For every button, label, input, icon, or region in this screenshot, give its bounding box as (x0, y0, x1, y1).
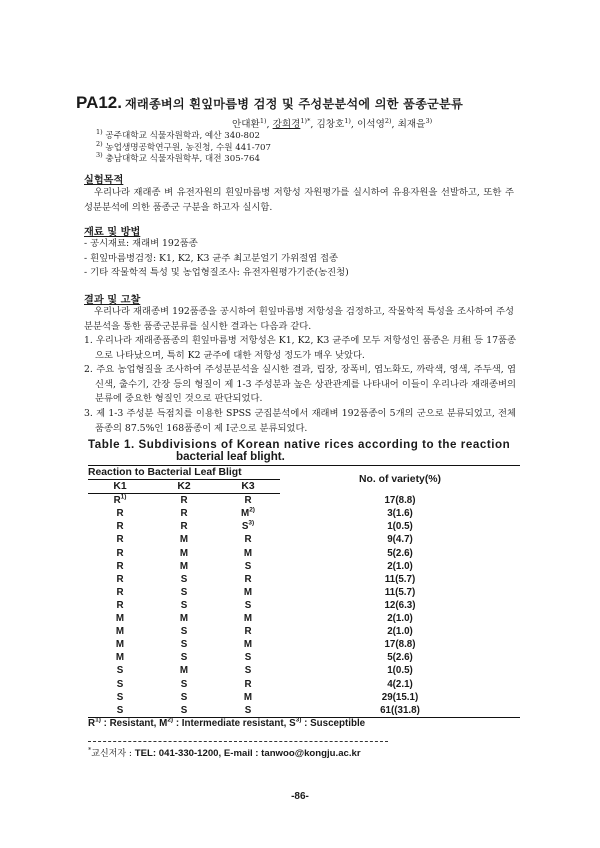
reaction-value: S (241, 521, 249, 533)
reaction-value: R (113, 495, 121, 507)
cell-k3 (216, 507, 280, 520)
author-list: 안대환$^{1)}$, 강희경$^{1)*}$, 김창호$^{1)}$, 이석영$^{2)}$, 최재을$^{3)}$ (232, 116, 433, 130)
cell-k1 (88, 533, 152, 546)
author-sup: 1) (259, 116, 267, 125)
contact-value: TEL: 041-330-1200, E-mail : tanwoo@kongju.ac.kr (134, 748, 361, 759)
reaction-value: R (244, 573, 252, 585)
methods-item: - 기타 작물학적 특성 및 농업형질조사: 유전자원평가기준(농진청) (84, 267, 349, 279)
reaction-value: M (115, 652, 125, 664)
reaction-value: R (116, 560, 124, 572)
author-name: 최재을 (397, 119, 426, 130)
table-row (88, 691, 520, 704)
cell-k1 (88, 599, 152, 612)
cell-k3 (216, 560, 280, 573)
affiliation-sup: 2) (96, 139, 103, 148)
legend-sup: 1) (95, 716, 101, 724)
reaction-value: M (179, 560, 189, 572)
reaction-value: S (180, 573, 188, 585)
contact-marker: * (88, 746, 92, 754)
cell-k1 (88, 625, 152, 638)
reaction-value: M (179, 534, 189, 546)
table-caption (88, 439, 528, 463)
legend-symbol: M (159, 718, 168, 729)
results-heading: 결과 및 고찰 (84, 294, 141, 306)
reaction-value: R (244, 678, 252, 690)
table-row (88, 520, 520, 533)
variety-count: 5(2.6) (387, 652, 413, 664)
reaction-value: S (180, 586, 188, 598)
results-list (84, 334, 516, 436)
reaction-value: S (116, 678, 124, 690)
cell-k3 (216, 638, 280, 651)
table-row (88, 586, 520, 599)
table-row (88, 560, 520, 573)
cell-k3 (216, 651, 280, 664)
reaction-value: S (180, 599, 188, 611)
table-row (88, 494, 520, 508)
author-name: 강희경 (272, 119, 301, 130)
table-row (88, 533, 520, 546)
table-row (88, 651, 520, 664)
results-intro: 우리나라 재래종벼 192품종을 공시하여 흰잎마름병 저항성을 검정하고, 작물학적 특성을 조사하여 주성분분석을 통한 품종군분류를 실시한 결과는 다음과 같다. (84, 306, 514, 332)
variety-count: 2(1.0) (387, 613, 413, 625)
cell-k2 (152, 638, 216, 651)
variety-count: 17(8.8) (384, 494, 416, 506)
reaction-value: M (115, 639, 125, 651)
cell-k2 (152, 573, 216, 586)
affiliation (96, 139, 271, 155)
cell-k3 (216, 547, 280, 560)
reaction-value: R (244, 534, 252, 546)
contact-label: 교신저자 : (91, 749, 132, 759)
reaction-value: M (179, 665, 189, 677)
col-header-k1: K1 (88, 480, 152, 494)
reaction-value: R (180, 508, 188, 520)
variety-count: 1(0.5) (387, 521, 413, 533)
cell-k3 (216, 664, 280, 677)
cell-k1 (88, 691, 152, 704)
reaction-sup: 2) (249, 507, 255, 515)
variety-count: 2(1.0) (387, 560, 413, 572)
reaction-value: M (241, 508, 250, 520)
abstract-code: PA12. (76, 93, 122, 112)
reaction-value: S (116, 665, 124, 677)
variety-count: 61((31.8) (280, 704, 520, 718)
table-row (88, 664, 520, 677)
reaction-value: M (115, 626, 125, 638)
affiliation-list (96, 128, 271, 166)
cell-k2 (152, 651, 216, 664)
reaction-table (88, 465, 520, 718)
variety-count: 17(8.8) (384, 639, 416, 651)
cell-k2 (152, 612, 216, 625)
legend-sup: 3) (295, 716, 302, 724)
cell-k3 (216, 573, 280, 586)
cell-k2 (152, 599, 216, 612)
cell-k1 (88, 612, 152, 625)
col-header-k2: K2 (152, 480, 216, 494)
table-row (88, 573, 520, 586)
affiliation (96, 151, 271, 166)
affiliation-text: 농업생명공학연구원, 농진청, 수원 441-707 (105, 142, 271, 153)
reaction-value: S (180, 639, 188, 651)
cell-k1 (88, 651, 152, 664)
table-caption-line: bacterial leaf blight. (176, 450, 285, 463)
reaction-value: M (243, 613, 253, 625)
reaction-value: R (116, 534, 124, 546)
page-number: -86- (291, 791, 309, 802)
reaction-value: R (180, 521, 188, 533)
reaction-value: S (180, 652, 188, 664)
cell-k1 (88, 573, 152, 586)
reaction-value: S (244, 560, 252, 572)
methods-item: - 공시재료: 재래벼 192품종 (84, 238, 198, 249)
cell-k2 (152, 507, 216, 520)
affiliation-text: 충남대학교 식물자원학부, 대전 305-764 (105, 154, 260, 165)
methods-heading: 재료 및 방법 (84, 226, 141, 238)
reaction-value: R (116, 599, 124, 611)
table-row (88, 547, 520, 560)
cell-k1 (88, 664, 152, 677)
table-row (88, 638, 520, 651)
cell-k1 (88, 494, 152, 508)
reaction-sup: 1) (120, 493, 127, 501)
reaction-value: S (180, 678, 188, 690)
table-row (88, 625, 520, 638)
reaction-value: S (180, 626, 188, 638)
reaction-value: R (116, 521, 124, 533)
cell-k2 (152, 520, 216, 533)
variety-count: 2(1.0) (387, 626, 413, 638)
reaction-value: M (243, 547, 253, 559)
reaction-sup: 3) (248, 520, 255, 528)
cell-k1 (88, 520, 152, 533)
cell-k2 (152, 494, 216, 508)
legend-symbol: S (289, 718, 296, 729)
results-item: 2. 주요 농업형질을 조사하여 주성분분석을 실시한 결과, 립장, 장폭비, 엽노화도, 까락색, 영색, 주두색, 엽신색, 출수기, 간장 등의 형질이 제 1-3 주성분과 높은 상관관계를 나타내어 이들이 우리나라 재래종벼의 분류에 중요한 형질인 것으로 판단되었다. (84, 364, 516, 405)
variety-count: 29(15.1) (381, 691, 419, 703)
reaction-value: M (243, 586, 253, 598)
table-caption-line: Table 1. Subdivisions of Korean native rices according to the reaction (88, 438, 511, 451)
author-sup: 2) (384, 116, 392, 125)
reaction-value: S (116, 704, 124, 716)
reaction-value: S (180, 691, 188, 703)
reaction-value: S (180, 704, 188, 716)
legend-symbol: R (88, 718, 96, 729)
reaction-value: S (244, 599, 252, 611)
legend-sup: 2) (167, 716, 174, 724)
table-row (88, 678, 520, 691)
variety-count: 5(2.6) (387, 547, 413, 559)
author-name: 안대환 (232, 119, 260, 130)
title-text: 재래종벼의 흰잎마름병 검정 및 주성분분석에 의한 품종군분류 (125, 97, 463, 111)
cell-k3 (216, 586, 280, 599)
variety-count: 11(5.7) (384, 586, 416, 598)
col-header-k3: K3 (216, 480, 280, 494)
reaction-value: S (244, 652, 252, 664)
reaction-value: R (180, 495, 188, 507)
corresponding-author (88, 746, 361, 759)
cell-k1 (88, 678, 152, 691)
cell-k1 (88, 586, 152, 599)
reaction-value: R (116, 508, 124, 520)
cell-k3 (216, 704, 280, 718)
cell-k3 (216, 599, 280, 612)
author-name: 이석영 (357, 119, 385, 130)
purpose-text: 우리나라 재래종 벼 유전자원의 흰잎마름병 저항성 자원평가를 실시하여 유용자원을 선발하고, 또한 주성분분석에 의한 품종군 구분을 하고자 실시함. (84, 187, 514, 213)
group-header: Reaction to Bacterial Leaf Bligt (88, 466, 280, 480)
author-sup: 1) (344, 116, 351, 125)
reaction-value: M (115, 613, 125, 625)
paper-title (76, 93, 556, 113)
cell-k3 (216, 533, 280, 546)
legend-text: : Susceptible (304, 718, 366, 729)
table-row (88, 612, 520, 625)
cell-k3 (216, 520, 280, 533)
reaction-value: M (179, 613, 189, 625)
cell-k1 (88, 704, 152, 718)
table-row (88, 704, 520, 718)
cell-k2 (152, 560, 216, 573)
table-body (88, 494, 520, 718)
cell-k3 (216, 494, 280, 508)
variety-count: 3(1.6) (387, 508, 413, 520)
cell-k2 (152, 704, 216, 718)
cell-k2 (152, 625, 216, 638)
legend-text: : Intermediate resistant, (175, 718, 287, 729)
author-name: 김창호 (316, 119, 345, 130)
cell-k1 (88, 560, 152, 573)
table-row (88, 599, 520, 612)
author-sup: 3) (425, 116, 433, 125)
table-legend (88, 718, 365, 729)
cell-k3 (216, 612, 280, 625)
author-sup: 1)* (300, 116, 311, 125)
results-item: 1. 우리나라 재래종품종의 흰잎마름병 저항성은 K1, K2, K3 균주에 모두 저항성인 품종은 月租 등 17품종으로 나타났으며, 특히 K2 균주에 대한 저항성 정도가 매우 낮았다. (84, 335, 516, 361)
count-header: No. of variety(%) (280, 466, 520, 494)
methods-item: - 흰잎마름병검정: K1, K2, K3 균주 최고분얼기 가위절엽 접종 (84, 252, 339, 264)
reaction-value: S (244, 665, 252, 677)
cell-k2 (152, 691, 216, 704)
variety-count: 11(5.7) (384, 573, 416, 585)
reaction-value: S (244, 704, 252, 716)
purpose-heading: 실험목적 (84, 174, 124, 186)
reaction-value: M (179, 547, 189, 559)
cell-k3 (216, 625, 280, 638)
cell-k3 (216, 678, 280, 691)
reaction-value: R (244, 626, 252, 638)
cell-k3 (216, 691, 280, 704)
cell-k2 (152, 586, 216, 599)
cell-k1 (88, 547, 152, 560)
legend-text: : Resistant, (103, 718, 157, 729)
cell-k2 (152, 678, 216, 691)
cell-k2 (152, 664, 216, 677)
reaction-value: S (116, 691, 124, 703)
variety-count: 1(0.5) (387, 665, 413, 677)
methods-list (84, 237, 349, 281)
reaction-value: M (243, 691, 253, 703)
affiliation-sup: 3) (96, 151, 103, 160)
cell-k2 (152, 533, 216, 546)
affiliation (96, 128, 271, 143)
cell-k1 (88, 638, 152, 651)
variety-count: 9(4.7) (387, 534, 413, 546)
affiliation-sup: 1) (96, 128, 103, 137)
reaction-value: R (116, 586, 124, 598)
reaction-value: R (116, 573, 124, 585)
cell-k2 (152, 547, 216, 560)
reaction-value: R (116, 547, 124, 559)
footnote-divider (88, 741, 388, 742)
table-row (88, 507, 520, 520)
cell-k1 (88, 507, 152, 520)
reaction-value: M (243, 639, 253, 651)
variety-count: 4(2.1) (387, 678, 413, 690)
reaction-value: R (244, 495, 252, 507)
variety-count: 12(6.3) (384, 599, 416, 611)
results-item: 3. 제 1-3 주성분 득점치를 이용한 SPSS 군집분석에서 재래벼 192품종이 5개의 군으로 분류되었고, 전체 품종의 87.5%인 168품종이 제 I군으로 분류되었다. (84, 407, 516, 434)
affiliation-text: 공주대학교 식물자원학과, 예산 340-802 (105, 131, 260, 141)
